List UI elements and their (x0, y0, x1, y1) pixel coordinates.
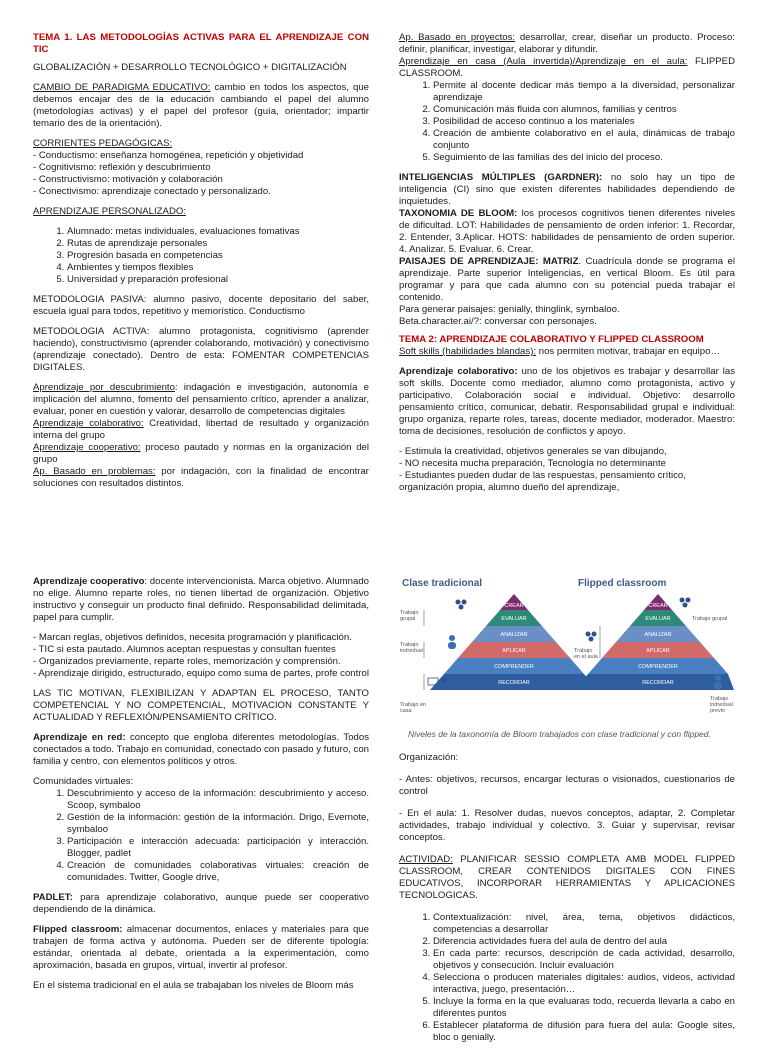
label-trabajo-grupal: Trabajo grupal (400, 610, 419, 622)
list-item: - NO necesita mucha preparación, Tecnología no determinante (399, 458, 667, 469)
list-item: 1. Contextualización: nivel, área, tema, objetivos didácticos, competencias a desarrollar (433, 912, 735, 936)
ap-red (33, 732, 369, 768)
list-item: 5. Universidad y preparación profesional (67, 274, 369, 286)
actividad-text: PLANIFICAR SESSIO COMPLETA AMB MODEL FLIPPED CLASSROOM, CREAR CONTENIDOS DIGITALES CON FINES EDUCATIVOS, INCORPORAR HERRAMIENTAS Y APLICACIONES TECNOLOGICAS. (399, 854, 735, 901)
tema2-title: TEMA 2: APRENDIZAJE COLABORATIVO Y FLIPPED CLASSROOM (399, 334, 704, 345)
im-text: no solo hay un tipo de inteligencia (CI) sino que existen diferentes habilidades dependiendo de inquietudes. (399, 172, 735, 207)
figure-caption: Niveles de la taxonomía de Bloom trabajados con clase tradicional y con flipped. (408, 729, 711, 739)
list-item: 1. Descubrimiento y acceso de la información: descubrimiento y acceso. Scoop, symbaloo (67, 788, 369, 812)
bloom-text: los procesos cognitivos tienen diferentes niveles de dificultad. LOT: Habilidades de pensamiento de orden inferior: 1. Recordar, 2. Entender, 3.Aplicar. HOTS: habilidades de pensamiento de orden superior. 4. Analizar. 5. Evaluar. 6. Crear. (399, 208, 735, 255)
lvl-label: COMPRENDER (494, 664, 534, 670)
red-label: Aprendizaje en red: (33, 732, 126, 743)
im-label: INTELIGENCIAS MÚLTIPLES (GARDNER): (399, 172, 603, 183)
paisajes-extra2: Beta.character.ai/?: conversar con personajes. (399, 316, 597, 327)
flipped-classroom (33, 924, 369, 972)
coop-text: : docente intervencionista. Marca objetivo. Alumnado no elige. Alumno reparte roles, no tienen libertad de organización. Objetivo instructivo y conseguir un producto final definido. Responsabilidad delimitada, papel para cumplir. (33, 576, 369, 623)
lvl-label: EVALUAR (645, 616, 671, 622)
group-people-icon (456, 600, 467, 610)
tic-motivan: LAS TIC MOTIVAN, FLEXIBILIZAN Y ADAPTAN EL PROCESO, TANTO COMPETENCIAL Y NO COMPETENCIAL, MOTIVACION CONSTANTE Y ACTUALIDAD Y REFLEXIÓN/PENSAMIENTO CRÍTICO. (33, 688, 369, 723)
comunidades-label: Comunidades virtuales: (33, 776, 134, 787)
metodologia-activa: METODOLOGIA ACTIVA: alumno protagonista, cognitivismo (aprender haciendo), constructivismo (aprender colaborando, motivación) y conectivismo (aprendizaje conectado). Dentro de esta: FOMENTAR COMPETENCIAS DIGITALES. (33, 326, 369, 373)
list-item: 1. Permite al docente dedicar más tiempo a la diversidad, personalizar aprendizaje (433, 80, 735, 104)
list-item: 4. Creación de ambiente colaborativo en el aula, dinámicas de trabajo conjunto (433, 128, 735, 152)
taxonomia-bloom (399, 208, 735, 256)
lvl-label: ANALIZAR (644, 632, 672, 638)
list-item: 3. Participación e interacción adecuada: participación y interacción. Blogger, padlet (67, 836, 369, 860)
lvl-label: ANALIZAR (500, 632, 528, 638)
ap-cooperativo-detail (33, 576, 369, 624)
corrientes-label: CORRIENTES PEDAGÓGICAS: (33, 138, 173, 149)
bloom-pyramids (396, 572, 736, 722)
list-item: - Conductismo: enseñanza homogénea, repetición y objetividad (33, 150, 304, 161)
ap-casa (399, 56, 735, 80)
lvl-label: CREAR (648, 603, 668, 609)
left-bottom-column (33, 576, 369, 996)
soft-text: nos permiten motivar, trabajar en equipo… (536, 346, 721, 357)
right-bottom-column (399, 752, 735, 1048)
corrientes-list (33, 150, 369, 198)
list-item: - TIC si esta pautado. Alumnos aceptan respuestas y consultan fuentes (33, 644, 336, 655)
list-item: 2. Rutas de aprendizaje personales (67, 238, 369, 250)
en-aula: - En el aula: 1. Resolver dudas, nuevos conceptos, adaptar, 2. Completar actividades, trabajo individual y colectivo. 3. Guiar y supervisar, revisar conceptos. (399, 808, 735, 843)
coop-label: Aprendizaje cooperativo (33, 576, 145, 587)
label-trabajo-casa: Trabajo en casa (400, 702, 427, 714)
list-item: 5. Incluye la forma en la que evaluaras todo, recuerda llevarla a cabo en diferentes puntos (433, 996, 735, 1020)
list-item: 2. Gestión de la información: gestión de la información. Drigo, Evernote, symbaloo (67, 812, 369, 836)
list-item: 2. Comunicación más fluida con alumnos, familias y centros (433, 104, 735, 116)
list-item: - Estimula la creatividad, objetivos generales se van dibujando, (399, 446, 667, 457)
actividad (399, 854, 735, 902)
antes: - Antes: objetivos, recursos, encargar lecturas o visionados, cuestionarios de control (399, 774, 735, 797)
padlet (33, 892, 369, 916)
list-item: 4. Selecciona o producen materiales digitales: audios, videos, actividad interactiva, juego, presentación… (433, 972, 735, 996)
colaborativo-label: Aprendizaje colaborativo: (33, 418, 144, 429)
list-item: - Aprendizaje dirigido, estructurado, equipo como suma de partes, profe control (33, 668, 369, 679)
lvl-label: EVALUAR (501, 616, 527, 622)
ap-cooperativo (33, 442, 369, 466)
person-icon (448, 635, 456, 649)
inteligencias-multiples (399, 172, 735, 208)
list-item: - Organizados previamente, reparte roles, memorización y comprensión. (33, 656, 341, 667)
descubrimiento-text: : indagación e investigación, autonomía e implicación del alumno, fomento del pensamiento crítico, aprender a analizar, evaluar, poner en cuestión y valorar, desarrollo de competencias digitales (33, 382, 369, 417)
label-trabajo-individual-r: Trabajo individual previo (710, 696, 733, 714)
list-item: 4. Ambientes y tiempos flexibles (67, 262, 369, 274)
lvl-label: CREAR (504, 603, 524, 609)
cambio-text: cambio en todos los aspectos, que debemos encajar des de la educación cambiando el papel del alumno (metodologías activas) y el papel del profesor (guía, orientador; impartir temario des de la orientación). (33, 82, 369, 129)
lvl-label: RECORDAR (498, 680, 530, 686)
list-item: - Cognitivismo: reflexión y descubrimiento (33, 162, 211, 173)
cooperativo-label: Aprendizaje cooperativo: (33, 442, 141, 453)
colaborativo-text: Creatividad, libertad de resultado y organización interna del grupo (33, 418, 369, 441)
list-item: - Constructivismo: motivación y colaboración (33, 174, 223, 185)
lvl-label: RECORDAR (642, 680, 674, 686)
list-item: - Marcan reglas, objetivos definidos, necesita programación y planificación. (33, 632, 352, 643)
label-trabajo-individual: Trabajo individual (400, 642, 423, 654)
list-item: 6. Establecer plataforma de difusión para fuera del aula: Google sites, bloc o genially. (433, 1020, 735, 1044)
problemas-text: por indagación, con la finalidad de encontrar soluciones con resultados distintos. (33, 466, 369, 489)
figure-left-title: Clase tradicional (402, 578, 483, 589)
cooperativo-text: proceso pautado y normas en la organización del grupo (33, 442, 369, 465)
colab-label: Aprendizaje colaborativo: (399, 366, 518, 377)
proyectos-label: Ap. Basado en proyectos: (399, 32, 516, 43)
ap-colaborativo-detail (399, 366, 735, 438)
ap-descubrimiento (33, 382, 369, 418)
list-item: 3. En cada parte: recursos, descripción de cada actividad, desarrollo, objetivos y consecución. Incluir evaluación (433, 948, 735, 972)
sistema-tradicional: En el sistema tradicional en el aula se trabajaban los niveles de Bloom más (33, 980, 354, 991)
cambio-label: CAMBIO DE PARADIGMA EDUCATIVO: (33, 82, 211, 93)
pyramid-left (424, 594, 598, 690)
flipped-text: almacenar documentos, enlaces y materiales para que trabajen de forma activa y autónoma. Pueden ser de diferente tipología: estándar, orientada al debate, orientada a la experimentación, como aproximación, basada en grupos, virtual, invertir al profesor. (33, 924, 369, 971)
flipped-list (399, 80, 735, 164)
list-item: - Conectivismo: aprendizaje conectado y personalizado. (33, 186, 271, 197)
lvl-label: APLICAR (502, 648, 526, 654)
organizacion-label: Organización: (399, 752, 459, 763)
list-item: 3. Progresión basada en competencias (67, 250, 369, 262)
list-item: - Estudiantes pueden dudar de las respuestas, pensamiento crítico, organización propia, alumno dueño del aprendizaje, (399, 470, 686, 493)
problemas-label: Ap. Basado en problemas: (33, 466, 156, 477)
lvl-label: COMPRENDER (638, 664, 678, 670)
red-text: concepto que engloba diferentes metodologías. Todos conectados a todo. Trabajo en comunidad, conectado con pasado y futuro, con familia y centro, con elementos políticos y otros. (33, 732, 370, 767)
ap-problemas (33, 466, 369, 490)
cambio-paradigma (33, 82, 369, 130)
actividad-label: ACTIVIDAD: (399, 854, 453, 865)
coop-points (33, 632, 369, 680)
personalizado-label: APRENDIZAJE PERSONALIZADO: (33, 206, 186, 217)
casa-label: Aprendizaje en casa (Aula invertida)/Aprendizaje en el aula: (399, 56, 688, 67)
list-item: 4. Creación de comunidades colaborativas virtuales: creación de comunidades. Twitter, Google drive, (67, 860, 369, 884)
pyramid-right (574, 594, 734, 690)
tema1-title: TEMA 1. LAS METODOLOGÍAS ACTIVAS PARA EL APRENDIZAJE CON TIC (33, 32, 369, 55)
pasos-list (399, 912, 735, 1044)
paisajes (399, 256, 735, 304)
list-item: 2. Diferencia actividades fuera del aula de dentro del aula (433, 936, 735, 948)
label-trabajo-grupal-r: Trabajo grupal (692, 616, 728, 622)
colab-points (399, 446, 735, 494)
paisajes-extra1: Para generar paisajes: genially, thinglink, symbaloo. (399, 304, 620, 315)
padlet-text: para aprendizaje colaborativo, aunque puede ser cooperativo dependiendo de la dinámica. (33, 892, 369, 915)
label-trabajo-aula: Trabajo en el aula (574, 648, 598, 660)
figure-right-title: Flipped classroom (578, 578, 667, 589)
list-item: 1. Alumnado: metas individuales, evaluaciones fomativas (67, 226, 369, 238)
comunidades-list (33, 788, 369, 884)
group-people-icon (586, 632, 597, 642)
ap-proyectos (399, 32, 735, 56)
descubrimiento-label: Aprendizaje por descubrimiento (33, 382, 175, 393)
soft-label: Soft skills (habilidades blandas): (399, 346, 537, 357)
ap-colaborativo (33, 418, 369, 442)
paisajes-text: . Cuadrícula donde se programa el aprendizaje. Parte superior Inteligencias, en vertical Bloom. Es útil para programar y para que cada alumno con su potencial pueda trabajar el contenido. (399, 256, 735, 303)
flipped-label: Flipped classroom: (33, 924, 123, 935)
metodologia-pasiva: METODOLOGIA PASIVA: alumno pasivo, docente depositario del saber, escuela igual para todos, repetitivo y memorístico. Conductismo (33, 294, 369, 317)
personalizado-list (33, 226, 369, 286)
lvl-label: APLICAR (646, 648, 670, 654)
list-item: 3. Posibilidad de acceso continuo a los materiales (433, 116, 735, 128)
group-people-icon (680, 598, 691, 608)
colab-text: uno de los objetivos es trabajar y desarrollar las soft skills. Docente como mediador, alumno como protagonista, activo y participativo. Colaboración social e individual. Objetivo: desarrollo pensamiento crítico, comunicar, debatir. Responsabilidad grupal e individual: grupo organiza, reparte roles, tareas, docente mediador, moderador. Maestro: toma de decisiones, resolución de conflictos y apoyo. (399, 366, 736, 437)
padlet-label: PADLET: (33, 892, 73, 903)
right-top-column (399, 32, 735, 494)
list-item: 5. Seguimiento de las familias des del inicio del proceso. (433, 152, 735, 164)
bloom-label: TAXONOMIA DE BLOOM: (399, 208, 518, 219)
bloom-figure (396, 572, 736, 742)
paisajes-label: PAISAJES DE APRENDIZAJE: MATRIZ (399, 256, 579, 267)
globalizacion-line: GLOBALIZACIÓN + DESARROLLO TECNOLÓGICO + DIGITALIZACIÓN (33, 62, 347, 73)
soft-skills (399, 346, 735, 358)
proyectos-text: desarrollar, crear, diseñar un producto. Proceso: definir, planificar, investigar, elaborar y difundir. (399, 32, 735, 55)
casa-text: FLIPPED CLASSROOM. (399, 56, 736, 79)
left-top-column (33, 32, 369, 494)
